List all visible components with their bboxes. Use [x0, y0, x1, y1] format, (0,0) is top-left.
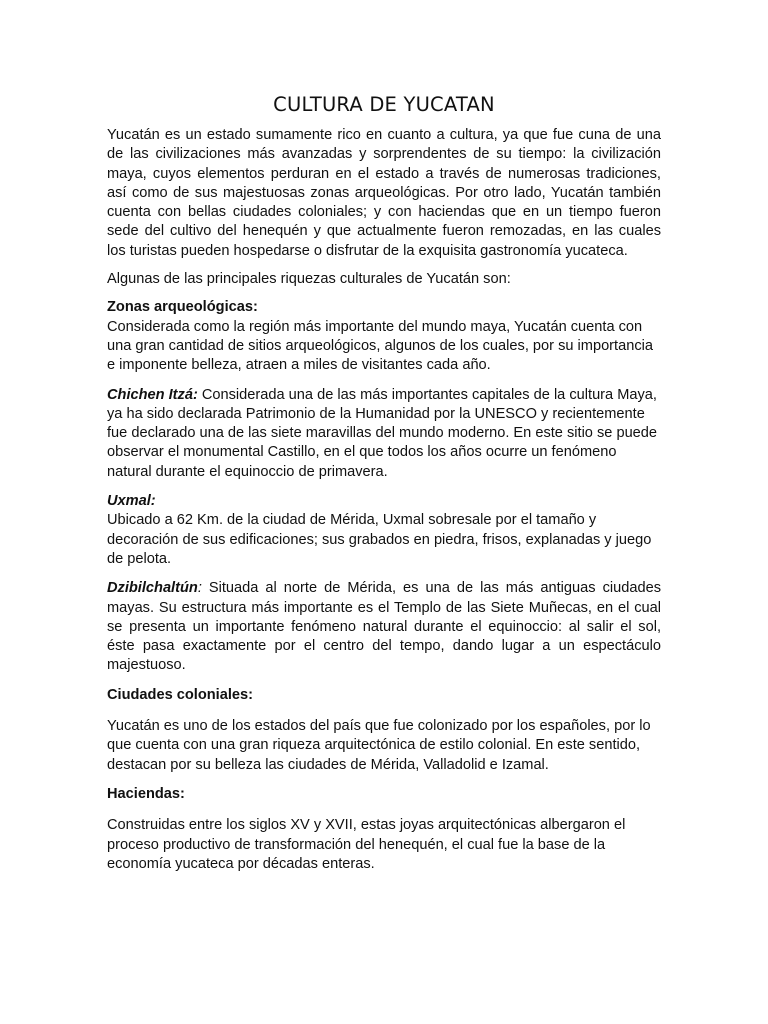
dzibilchaltun-paragraph [107, 579, 661, 675]
uxmal-heading: Uxmal: [107, 493, 156, 510]
chichen-heading: Chichen Itzá: [107, 386, 198, 403]
dzibilchaltun-text: Situada al norte de Mérida, es una de las más antiguas ciudades mayas. Su estructura más importante es el Templo de las Siete Muñecas, en el cual se presenta un importante fenómeno natural durante el equinoccio: al salir el sol, éste pasa exactamente por el centro del tempo, dando lugar a un espectáculo majestuoso. [107, 580, 661, 674]
haciendas-heading: Haciendas: [107, 785, 185, 802]
chichen-paragraph [107, 386, 661, 482]
lead-paragraph: Algunas de las principales riquezas culturales de Yucatán son: [107, 271, 511, 288]
zonas-heading: Zonas arqueológicas: [107, 299, 258, 316]
chichen-text: Considerada una de las más importantes capitales de la cultura Maya, ya ha sido declarada Patrimonio de la Humanidad por la UNESCO y recientemente fue declarado una de las siete maravillas del mundo moderno. En este sitio se puede observar el monumental Castillo, en el que todos los años ocurre un fenómeno natural durante el equinoccio de primavera. [107, 386, 658, 480]
zonas-paragraph: Considerada como la región más importante del mundo maya, Yucatán cuenta con una gran cantidad de sitios arqueológicos, algunos de los cuales, por su importancia e imponente belleza, atraen a miles de visitantes cada año. [107, 318, 653, 374]
dzibilchaltun-heading: Dzibilchaltún [107, 580, 198, 597]
uxmal-paragraph: Ubicado a 62 Km. de la ciudad de Mérida, Uxmal sobresale por el tamaño y decoración de sus edificaciones; sus grabados en piedra, frisos, explanadas y juego de pelota. [107, 512, 652, 567]
haciendas-paragraph: Construidas entre los siglos XV y XVII, estas joyas arquitectónicas albergaron el proceso productivo de transformación del henequén, el cual fue la base de la economía yucateca por décadas enteras. [107, 817, 626, 872]
ciudades-paragraph: Yucatán es uno de los estados del país que fue colonizado por los españoles, por lo que cuenta con una gran riqueza arquitectónica de estilo colonial. En este sentido, destacan por su belleza las ciudades de Mérida, Valladolid e Izamal. [107, 718, 651, 773]
document-body [107, 126, 661, 874]
dzibilchaltun-colon: : [197, 580, 202, 597]
document-title: CULTURA DE YUCATAN [273, 93, 495, 116]
intro-paragraph: Yucatán es un estado sumamente rico en cuanto a cultura, ya que fue cuna de una de las civilizaciones más avanzadas y sorprendentes de su tiempo: la civilización maya, cuyos elementos perduran en el estado a través de numerosas tradiciones, así como de sus majestuosas zonas arqueológicas. Por otro lado, Yucatán también cuenta con bellas ciudades coloniales; y con haciendas que en un tiempo fueron sede del cultivo del henequén y que actualmente fueron remozadas, en las cuales los turistas pueden hospedarse o disfrutar de la exquisita gastronomía yucateca. [107, 127, 661, 259]
ciudades-heading: Ciudades coloniales: [107, 686, 253, 703]
